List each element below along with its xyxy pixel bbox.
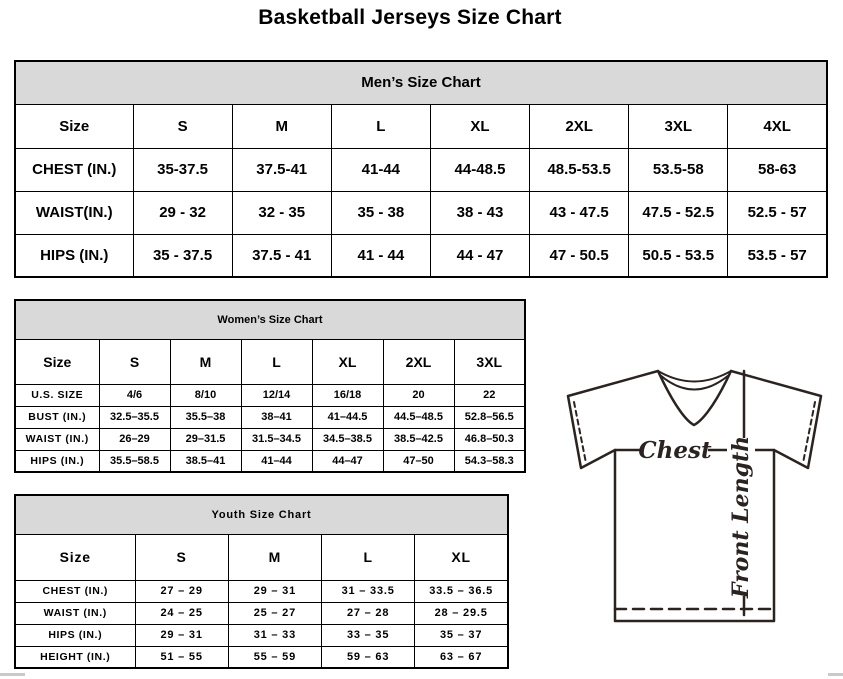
measurement-value: 34.5–38.5 bbox=[312, 428, 383, 450]
measurement-value: 46.8–50.3 bbox=[454, 428, 525, 450]
measurement-value: 38–41 bbox=[241, 406, 312, 428]
measurement-value: 43 - 47.5 bbox=[530, 191, 629, 234]
measurement-value: 32.5–35.5 bbox=[99, 406, 170, 428]
front-length-label: Front Length bbox=[728, 435, 754, 599]
table-title-row bbox=[15, 61, 827, 104]
measurement-row bbox=[15, 234, 827, 277]
measurement-value: 35 – 37 bbox=[415, 624, 508, 646]
size-column-header: 4XL bbox=[728, 104, 827, 148]
measurement-value: 28 – 29.5 bbox=[415, 602, 508, 624]
measurement-value: 55 – 59 bbox=[228, 646, 321, 668]
jersey-measurement-diagram bbox=[558, 362, 838, 627]
measurement-value: 48.5-53.5 bbox=[530, 148, 629, 191]
size-column-header: 3XL bbox=[629, 104, 728, 148]
measurement-value: 35 - 37.5 bbox=[133, 234, 232, 277]
measurement-value: 26–29 bbox=[99, 428, 170, 450]
measurement-row bbox=[15, 580, 508, 602]
column-header-row bbox=[15, 339, 525, 384]
measurement-value: 29 – 31 bbox=[228, 580, 321, 602]
measurement-value: 29 - 32 bbox=[133, 191, 232, 234]
measurement-row bbox=[15, 646, 508, 668]
womens-chart-title: Women’s Size Chart bbox=[15, 300, 525, 339]
size-column-header: M bbox=[228, 534, 321, 580]
scrollbar-fragment-left[interactable] bbox=[0, 673, 25, 676]
scrollbar-fragment-right[interactable] bbox=[828, 673, 843, 676]
measurement-label: WAIST (IN.) bbox=[15, 428, 99, 450]
measurement-value: 22 bbox=[454, 384, 525, 406]
measurement-value: 41 - 44 bbox=[331, 234, 430, 277]
size-column-header: L bbox=[322, 534, 415, 580]
vneck-collar-band-1 bbox=[658, 371, 731, 382]
measurement-value: 47 - 50.5 bbox=[530, 234, 629, 277]
measurement-label: BUST (IN.) bbox=[15, 406, 99, 428]
mens-size-chart-table bbox=[14, 60, 828, 278]
size-column-header: L bbox=[241, 339, 312, 384]
measurement-label: CHEST (IN.) bbox=[15, 580, 135, 602]
womens-size-chart-table bbox=[14, 299, 526, 473]
measurement-row bbox=[15, 406, 525, 428]
size-column-header: M bbox=[232, 104, 331, 148]
table-title-row bbox=[15, 300, 525, 339]
measurement-value: 58-63 bbox=[728, 148, 827, 191]
measurement-value: 44 - 47 bbox=[430, 234, 529, 277]
measurement-value: 35 - 38 bbox=[331, 191, 430, 234]
measurement-value: 24 – 25 bbox=[135, 602, 228, 624]
measurement-value: 12/14 bbox=[241, 384, 312, 406]
measurement-value: 53.5-58 bbox=[629, 148, 728, 191]
measurement-value: 35-37.5 bbox=[133, 148, 232, 191]
size-corner-header: Size bbox=[15, 104, 133, 148]
measurement-value: 41-44 bbox=[331, 148, 430, 191]
measurement-value: 44-48.5 bbox=[430, 148, 529, 191]
size-column-header: S bbox=[135, 534, 228, 580]
measurement-value: 47–50 bbox=[383, 450, 454, 472]
size-corner-header: Size bbox=[15, 534, 135, 580]
size-column-header: 3XL bbox=[454, 339, 525, 384]
measurement-value: 35.5–38 bbox=[170, 406, 241, 428]
measurement-value: 44–47 bbox=[312, 450, 383, 472]
mens-chart-title: Men’s Size Chart bbox=[15, 61, 827, 104]
measurement-value: 29–31.5 bbox=[170, 428, 241, 450]
chest-label: Chest bbox=[638, 437, 712, 464]
size-column-header: 2XL bbox=[530, 104, 629, 148]
measurement-row bbox=[15, 384, 525, 406]
measurement-value: 41–44 bbox=[241, 450, 312, 472]
measurement-value: 52.5 - 57 bbox=[728, 191, 827, 234]
measurement-value: 20 bbox=[383, 384, 454, 406]
measurement-value: 27 – 29 bbox=[135, 580, 228, 602]
measurement-value: 41–44.5 bbox=[312, 406, 383, 428]
measurement-value: 31 – 33 bbox=[228, 624, 321, 646]
size-column-header: M bbox=[170, 339, 241, 384]
measurement-value: 52.8–56.5 bbox=[454, 406, 525, 428]
size-corner-header: Size bbox=[15, 339, 99, 384]
measurement-row bbox=[15, 602, 508, 624]
measurement-value: 63 – 67 bbox=[415, 646, 508, 668]
measurement-value: 4/6 bbox=[99, 384, 170, 406]
measurement-value: 38 - 43 bbox=[430, 191, 529, 234]
size-column-header: S bbox=[133, 104, 232, 148]
measurement-value: 33.5 – 36.5 bbox=[415, 580, 508, 602]
youth-size-chart-table bbox=[14, 494, 509, 669]
measurement-value: 33 – 35 bbox=[322, 624, 415, 646]
measurement-value: 31 – 33.5 bbox=[322, 580, 415, 602]
measurement-value: 54.3–58.3 bbox=[454, 450, 525, 472]
measurement-value: 31.5–34.5 bbox=[241, 428, 312, 450]
size-column-header: S bbox=[99, 339, 170, 384]
measurement-label: HIPS (IN.) bbox=[15, 234, 133, 277]
measurement-label: CHEST (IN.) bbox=[15, 148, 133, 191]
measurement-label: HEIGHT (IN.) bbox=[15, 646, 135, 668]
size-column-header: 2XL bbox=[383, 339, 454, 384]
measurement-row bbox=[15, 148, 827, 191]
measurement-row bbox=[15, 624, 508, 646]
measurement-value: 50.5 - 53.5 bbox=[629, 234, 728, 277]
jersey-outline bbox=[568, 371, 821, 621]
measurement-value: 38.5–41 bbox=[170, 450, 241, 472]
measurement-value: 8/10 bbox=[170, 384, 241, 406]
measurement-value: 59 – 63 bbox=[322, 646, 415, 668]
measurement-value: 51 – 55 bbox=[135, 646, 228, 668]
vneck-collar-outer bbox=[658, 371, 731, 425]
measurement-value: 53.5 - 57 bbox=[728, 234, 827, 277]
measurement-label: U.S. SIZE bbox=[15, 384, 99, 406]
column-header-row bbox=[15, 534, 508, 580]
measurement-value: 47.5 - 52.5 bbox=[629, 191, 728, 234]
column-header-row bbox=[15, 104, 827, 148]
measurement-value: 38.5–42.5 bbox=[383, 428, 454, 450]
measurement-value: 37.5 - 41 bbox=[232, 234, 331, 277]
measurement-label: WAIST (IN.) bbox=[15, 602, 135, 624]
measurement-row bbox=[15, 191, 827, 234]
measurement-label: HIPS (IN.) bbox=[15, 624, 135, 646]
measurement-value: 25 – 27 bbox=[228, 602, 321, 624]
measurement-row bbox=[15, 450, 525, 472]
measurement-label: HIPS (IN.) bbox=[15, 450, 99, 472]
size-column-header: XL bbox=[312, 339, 383, 384]
measurement-value: 35.5–58.5 bbox=[99, 450, 170, 472]
measurement-value: 27 – 28 bbox=[322, 602, 415, 624]
measurement-value: 37.5-41 bbox=[232, 148, 331, 191]
page-title: Basketball Jerseys Size Chart bbox=[258, 6, 562, 29]
size-column-header: XL bbox=[415, 534, 508, 580]
measurement-label: WAIST(IN.) bbox=[15, 191, 133, 234]
measurement-value: 29 – 31 bbox=[135, 624, 228, 646]
measurement-row bbox=[15, 428, 525, 450]
size-column-header: XL bbox=[430, 104, 529, 148]
measurement-value: 44.5–48.5 bbox=[383, 406, 454, 428]
table-title-row bbox=[15, 495, 508, 534]
youth-chart-title: Youth Size Chart bbox=[15, 495, 508, 534]
measurement-value: 16/18 bbox=[312, 384, 383, 406]
measurement-value: 32 - 35 bbox=[232, 191, 331, 234]
size-column-header: L bbox=[331, 104, 430, 148]
